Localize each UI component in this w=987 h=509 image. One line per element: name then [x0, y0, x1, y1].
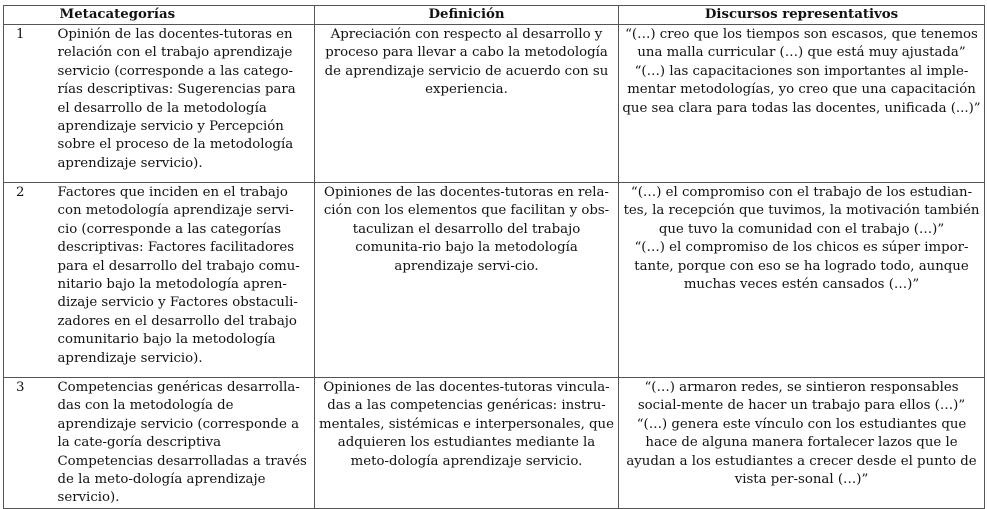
definition-cell: Opiniones de las docentes-tutoras en rela-ción con los elementos que facilitan y obs-taculizan el desarrollo del trabajo comunita-rio bajo la metodología aprendizaje servi-cio.	[315, 183, 619, 378]
quote-text: “(…) creo que los tiempos son escasos, que tenemos una malla curricular (…) que está muy ajustada”	[625, 27, 978, 61]
metacategories-table	[3, 5, 985, 509]
row-number: 3	[4, 378, 56, 509]
quote-text: “(…) el compromiso de los chicos es súper impor-tante, porque con eso se ha logrado todo, aunque muchas veces estén cansados (…)”	[634, 240, 969, 293]
row-number: 2	[4, 183, 56, 378]
quote-text: “(…) genera este vínculo con los estudiantes que hace de alguna manera fortalecer lazos que le ayudan a los estudiantes a crecer desde el punto de vista per-sonal (…)”	[626, 416, 977, 488]
definition-cell: Apreciación con respecto al desarrollo y proceso para llevar a cabo la metodología de aprendizaje servicio de acuerdo con su experiencia.	[315, 25, 619, 183]
discourse-cell	[619, 183, 985, 378]
header-definicion: Definición	[315, 6, 619, 25]
quote-text: “(…) armaron redes, se sintieron responsables social-mente de hacer un trabajo para ellos (…)”	[637, 380, 966, 414]
header-discursos: Discursos representativos	[619, 6, 985, 25]
table-row	[4, 25, 985, 183]
metacategory-cell: Factores que inciden en el trabajo con metodología aprendizaje servi-cio (corresponde a las categorías descriptivas: Factores facilitadores para el desarrollo del trabajo comu-nitario bajo la metodología apren-dizaje servicio y Factores obstaculi-zadores en el desarrollo del trabajo comunitario bajo la metodología aprendizaje servicio).	[56, 183, 315, 378]
row-number: 1	[4, 25, 56, 183]
quote-text: “(…) las capacitaciones son importantes al imple-mentar metodologías, yo creo que una capacitación que sea clara para todas las docentes, unificada (...)”	[622, 63, 981, 116]
header-number	[4, 6, 56, 25]
table-header-row	[4, 6, 985, 25]
metacategory-cell: Opinión de las docentes-tutoras en relación con el trabajo aprendizaje servicio (corresponde a las catego-rías descriptivas: Sugerencias para el desarrollo de la metodología aprendizaje servicio y Percepción sobre el proceso de la metodología aprendizaje servicio).	[56, 25, 315, 183]
definition-cell: Opiniones de las docentes-tutoras vincula-das a las competencias genéricas: instru-mentales, sistémicas e interpersonales, que adquieren los estudiantes mediante la meto-dología aprendizaje servicio.	[315, 378, 619, 509]
table-row	[4, 183, 985, 378]
discourse-cell	[619, 378, 985, 509]
header-metacategorias: Metacategorías	[56, 6, 315, 25]
metacategory-cell: Competencias genéricas desarrolla-das con la metodología de aprendizaje servicio (corresponde a la cate-goría descriptiva Competencias desarrolladas a través de la meto-dología aprendizaje servicio).	[56, 378, 315, 509]
quote-text: “(…) el compromiso con el trabajo de los estudian-tes, la recepción que tuvimos, la motivación también que tuvo la comunidad con el trabajo (…)”	[623, 185, 980, 237]
table-row	[4, 378, 985, 509]
discourse-cell	[619, 25, 985, 183]
